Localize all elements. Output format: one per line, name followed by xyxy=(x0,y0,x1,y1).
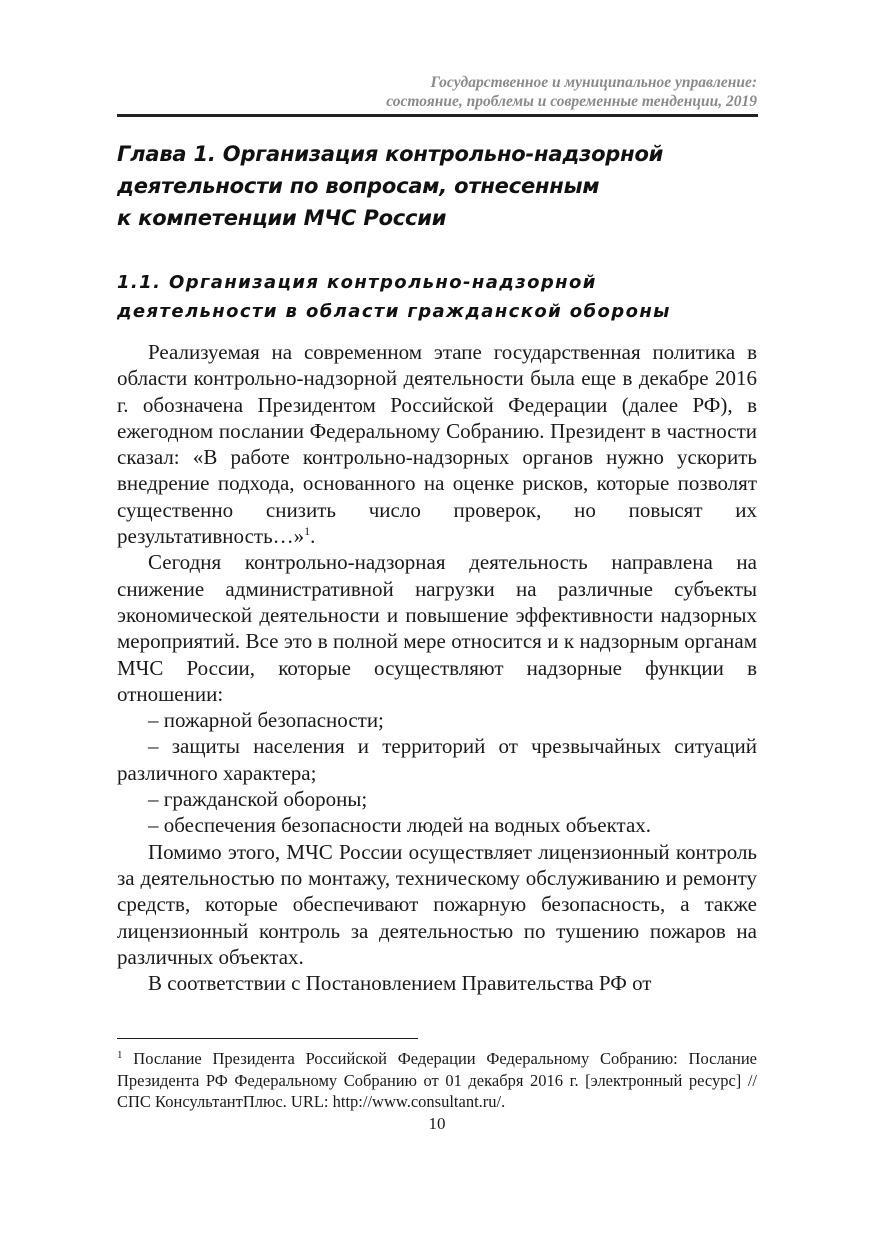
section-title-line2: деятельности в области гражданской обороны xyxy=(117,301,671,322)
running-header-line1: Государственное и муниципальное управление: xyxy=(430,74,757,91)
header-rule xyxy=(117,114,758,117)
paragraph-1-end: . xyxy=(310,524,316,549)
paragraph-1-text: Реализуемая на современном этапе государственная политика в области контрольно-надзорной деятельности была еще в декабре 2016 г. обозначена Президентом Российской Федерации (далее РФ), в ежегодном послании Федеральному Собранию. Президент в частности сказал: «В работе контрольно-надзорных органов нужно ускорить внедрение подхода, основанного на оценке рисков, которые позволят существенно снизить число проверок, но повысят их результативность…» xyxy=(117,340,757,549)
chapter-title-line2: деятельности по вопросам, отнесенным xyxy=(117,174,600,198)
footnote-rule xyxy=(117,1038,418,1039)
footnote-ref-1: 1 xyxy=(304,524,311,539)
running-header xyxy=(157,73,757,111)
body-text xyxy=(117,339,757,996)
chapter-title xyxy=(117,138,757,234)
footnote-number: 1 xyxy=(117,1049,123,1061)
chapter-title-line1: Глава 1. Организация контрольно-надзорной xyxy=(117,142,664,166)
running-header-line2: состояние, проблемы и современные тенденции, 2019 xyxy=(386,93,757,110)
paragraph-1 xyxy=(117,339,757,549)
footnote-text: Послание Президента Российской Федерации Федеральному Собранию: Послание Президента РФ Федеральному Собранию от 01 декабря 2016 г. [электронный ресурс] // СПС КонсультантПлюс. URL: http://www.consultant.ru/. xyxy=(117,1049,757,1111)
section-title-line1: 1.1. Организация контрольно-надзорной xyxy=(117,272,597,293)
bullet-item-1: – пожарной безопасности; xyxy=(148,708,384,733)
paragraph-2: Сегодня контрольно-надзорная деятельность направлена на снижение административной нагрузки на различные субъекты экономической деятельности и повышение эффективности надзорных мероприятий. Все это в полной мере относится и к надзорным органам МЧС России, которые осуществляют надзорные функции в отношении: xyxy=(117,550,757,706)
bullet-item-3: – гражданской обороны; xyxy=(148,787,368,812)
bullet-item-2: – защиты населения и территорий от чрезвычайных ситуаций различного характера; xyxy=(117,734,757,785)
paragraph-3: Помимо этого, МЧС России осуществляет лицензионный контроль за деятельностью по монтажу, техническому обслуживанию и ремонту средств, которые обеспечивают пожарную безопасность, а также лицензионный контроль за деятельностью по тушению пожаров на различных объектах. xyxy=(117,839,757,969)
paragraph-4: В соответствии с Постановлением Правительства РФ от xyxy=(148,971,652,996)
page-number: 10 xyxy=(428,1114,446,1133)
footnote xyxy=(117,1048,757,1113)
section-title xyxy=(117,268,757,326)
bullet-item-4: – обеспечения безопасности людей на водных объектах. xyxy=(148,813,652,838)
chapter-title-line3: к компетенции МЧС России xyxy=(117,206,447,230)
